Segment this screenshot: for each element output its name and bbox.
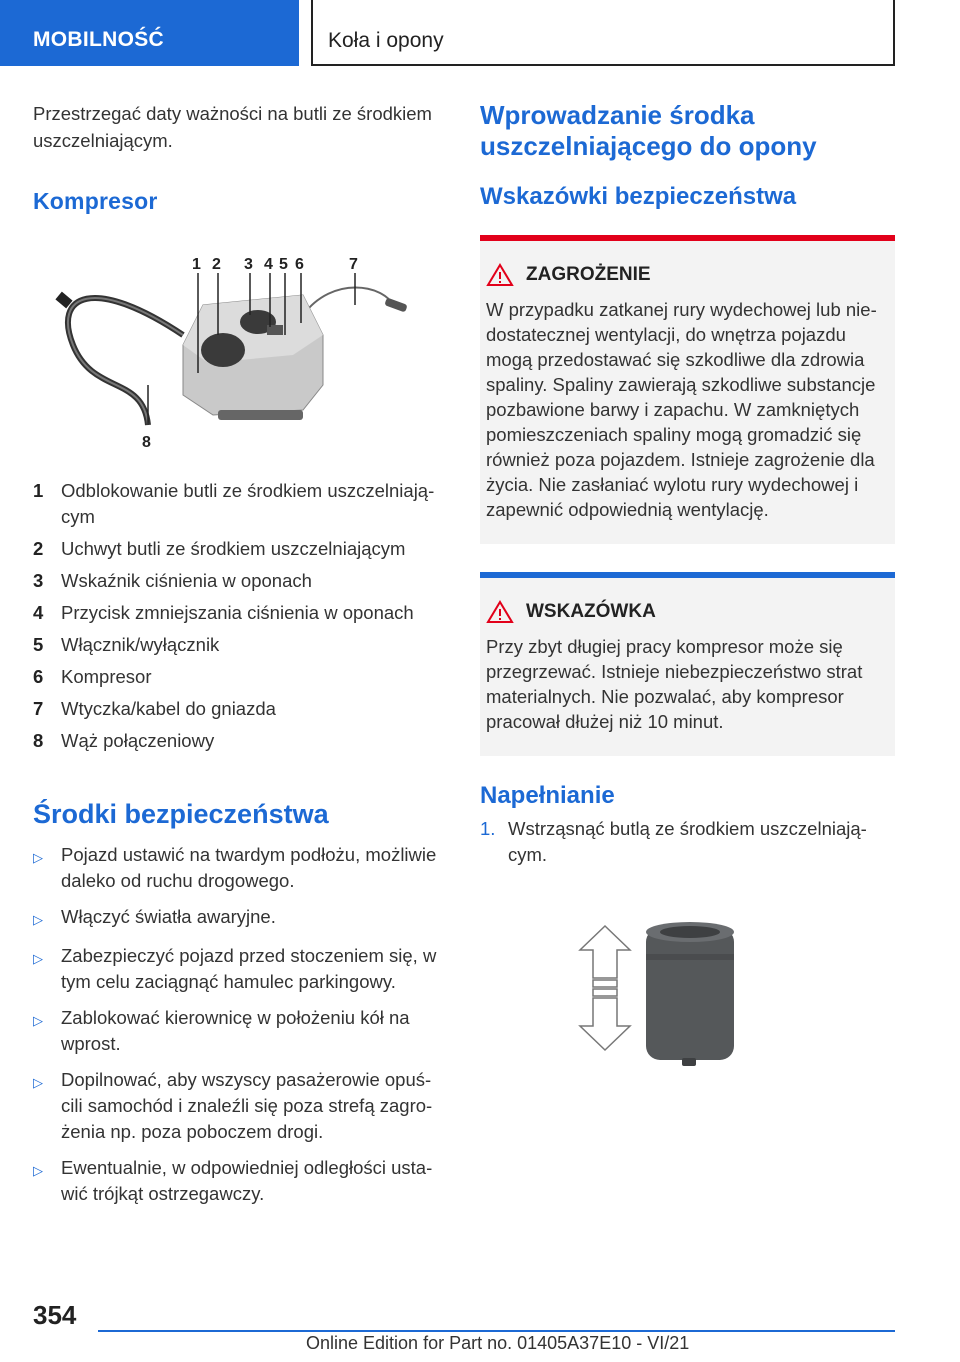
section-tab[interactable] xyxy=(0,0,299,66)
legend-item: 6 Kompresor xyxy=(33,666,152,687)
safety-item: ▷ Zablokować kierownicę w położeniu kół na wprost. xyxy=(33,1005,448,1057)
triangle-bullet-icon: ▷ xyxy=(33,951,43,966)
legend-list xyxy=(33,478,448,754)
triangle-bullet-icon: ▷ xyxy=(33,1163,43,1178)
legend-item: 8 Wąż połączeniowy xyxy=(33,730,215,751)
section-title: MOBILNOŚĆ xyxy=(33,28,165,51)
safety-item: ▷ Dopilnować, aby wszyscy pasażerowie opuś‐ cili samochód i znaleźli się poza strefą zagro‐ żenia np. poza poboczem drogi. xyxy=(33,1067,448,1145)
safety-item: ▷ Zabezpieczyć pojazd przed stoczeniem się, w tym celu zaciągnąć hamulec parkingowy. xyxy=(33,943,448,995)
warning-triangle-icon xyxy=(486,600,514,624)
notice-title: WSKAZÓWKA xyxy=(526,601,656,622)
legend-item: 7 Wtyczka/kabel do gniazda xyxy=(33,698,276,719)
shake-bottle-illustration xyxy=(480,918,895,1078)
filling-heading: Napełnianie xyxy=(480,782,615,809)
page-number: 354 xyxy=(33,1300,77,1330)
danger-title: ZAGROŻENIE xyxy=(526,264,651,285)
safety-list xyxy=(33,842,448,1207)
warning-triangle-icon xyxy=(486,263,514,287)
callout-2: 2 xyxy=(212,256,221,273)
triangle-bullet-icon: ▷ xyxy=(33,912,43,927)
safety-tips-heading: Wskazówki bezpieczeństwa xyxy=(480,183,797,210)
main-heading: Wprowadzanie środka uszczelniającego do opony xyxy=(480,100,817,161)
compressor-figure xyxy=(33,235,448,460)
callout-8: 8 xyxy=(142,434,151,451)
safety-item: ▷ Pojazd ustawić na twardym podłożu, możliwie daleko od ruchu drogowego. xyxy=(33,842,448,894)
callout-6: 6 xyxy=(295,256,304,273)
chapter-title: Koła i opony xyxy=(328,29,444,52)
intro-text: Przestrzegać daty ważności na butli ze środkiem uszczelniającym. xyxy=(33,103,432,151)
step-item: 1. Wstrząsnąć butlą ze środkiem uszczelniają‐ cym. xyxy=(480,818,867,865)
callout-1: 1 xyxy=(192,256,201,273)
compressor-heading: Kompresor xyxy=(33,188,158,214)
callout-4: 4 xyxy=(264,256,273,273)
compressor-illustration xyxy=(33,235,448,460)
safety-item: ▷ Włączyć światła awaryjne. xyxy=(33,904,448,933)
legend-item: 3 Wskaźnik ciśnienia w oponach xyxy=(33,570,312,591)
triangle-bullet-icon: ▷ xyxy=(33,1013,43,1028)
right-column xyxy=(480,100,895,1078)
left-column xyxy=(33,100,448,1217)
danger-text: W przypadku zatkanej rury wydechowej lub nie‐ dostatecznej wentylacji, do wnętrza pojazdu mogą przedostawać się szkodliwe dla zdrowia spaliny. Spaliny zawierają szkodliwe substancje pozbawione barwy i zapachu. W zamkniętych pomieszczeniach spaliny mogą gromadzić się również poza pojazdem. Istnieje zagrożenie dla życia. Nie zasłaniać wylotu rury wydechowej i zapewnić odpowiednią wentylację. xyxy=(486,299,877,520)
safety-measures-heading: Środki bezpieczeństwa xyxy=(33,799,329,829)
legend-item: 4 Przycisk zmniejszania ciśnienia w oponach xyxy=(33,602,414,623)
legend-item: 1 Odblokowanie butli ze środkiem uszczelniają‐ cym xyxy=(33,480,435,527)
callout-5: 5 xyxy=(279,256,288,273)
shake-bottle-figure xyxy=(480,918,895,1078)
safety-item: ▷ Ewentualnie, w odpowiedniej odległości usta‐ wić trójkąt ostrzegawczy. xyxy=(33,1155,448,1207)
chapter-header xyxy=(311,0,895,66)
footer-divider xyxy=(98,1330,895,1332)
triangle-bullet-icon: ▷ xyxy=(33,850,43,865)
steps-list xyxy=(480,816,895,868)
callout-3: 3 xyxy=(244,256,253,273)
legend-item: 5 Włącznik/wyłącznik xyxy=(33,634,220,655)
callout-7: 7 xyxy=(349,256,358,273)
triangle-bullet-icon: ▷ xyxy=(33,1075,43,1090)
edition-text: Online Edition for Part no. 01405A37E10 - VI/21 xyxy=(306,1333,690,1353)
danger-notice xyxy=(480,235,895,544)
info-notice xyxy=(480,572,895,756)
notice-text: Przy zbyt długiej pracy kompresor może się przegrzewać. Istnieje niebezpieczeństwo strat materialnych. Nie pozwalać, aby kompresor pracował dłużej niż 10 minut. xyxy=(486,636,863,732)
legend-item: 2 Uchwyt butli ze środkiem uszczelniającym xyxy=(33,538,406,559)
